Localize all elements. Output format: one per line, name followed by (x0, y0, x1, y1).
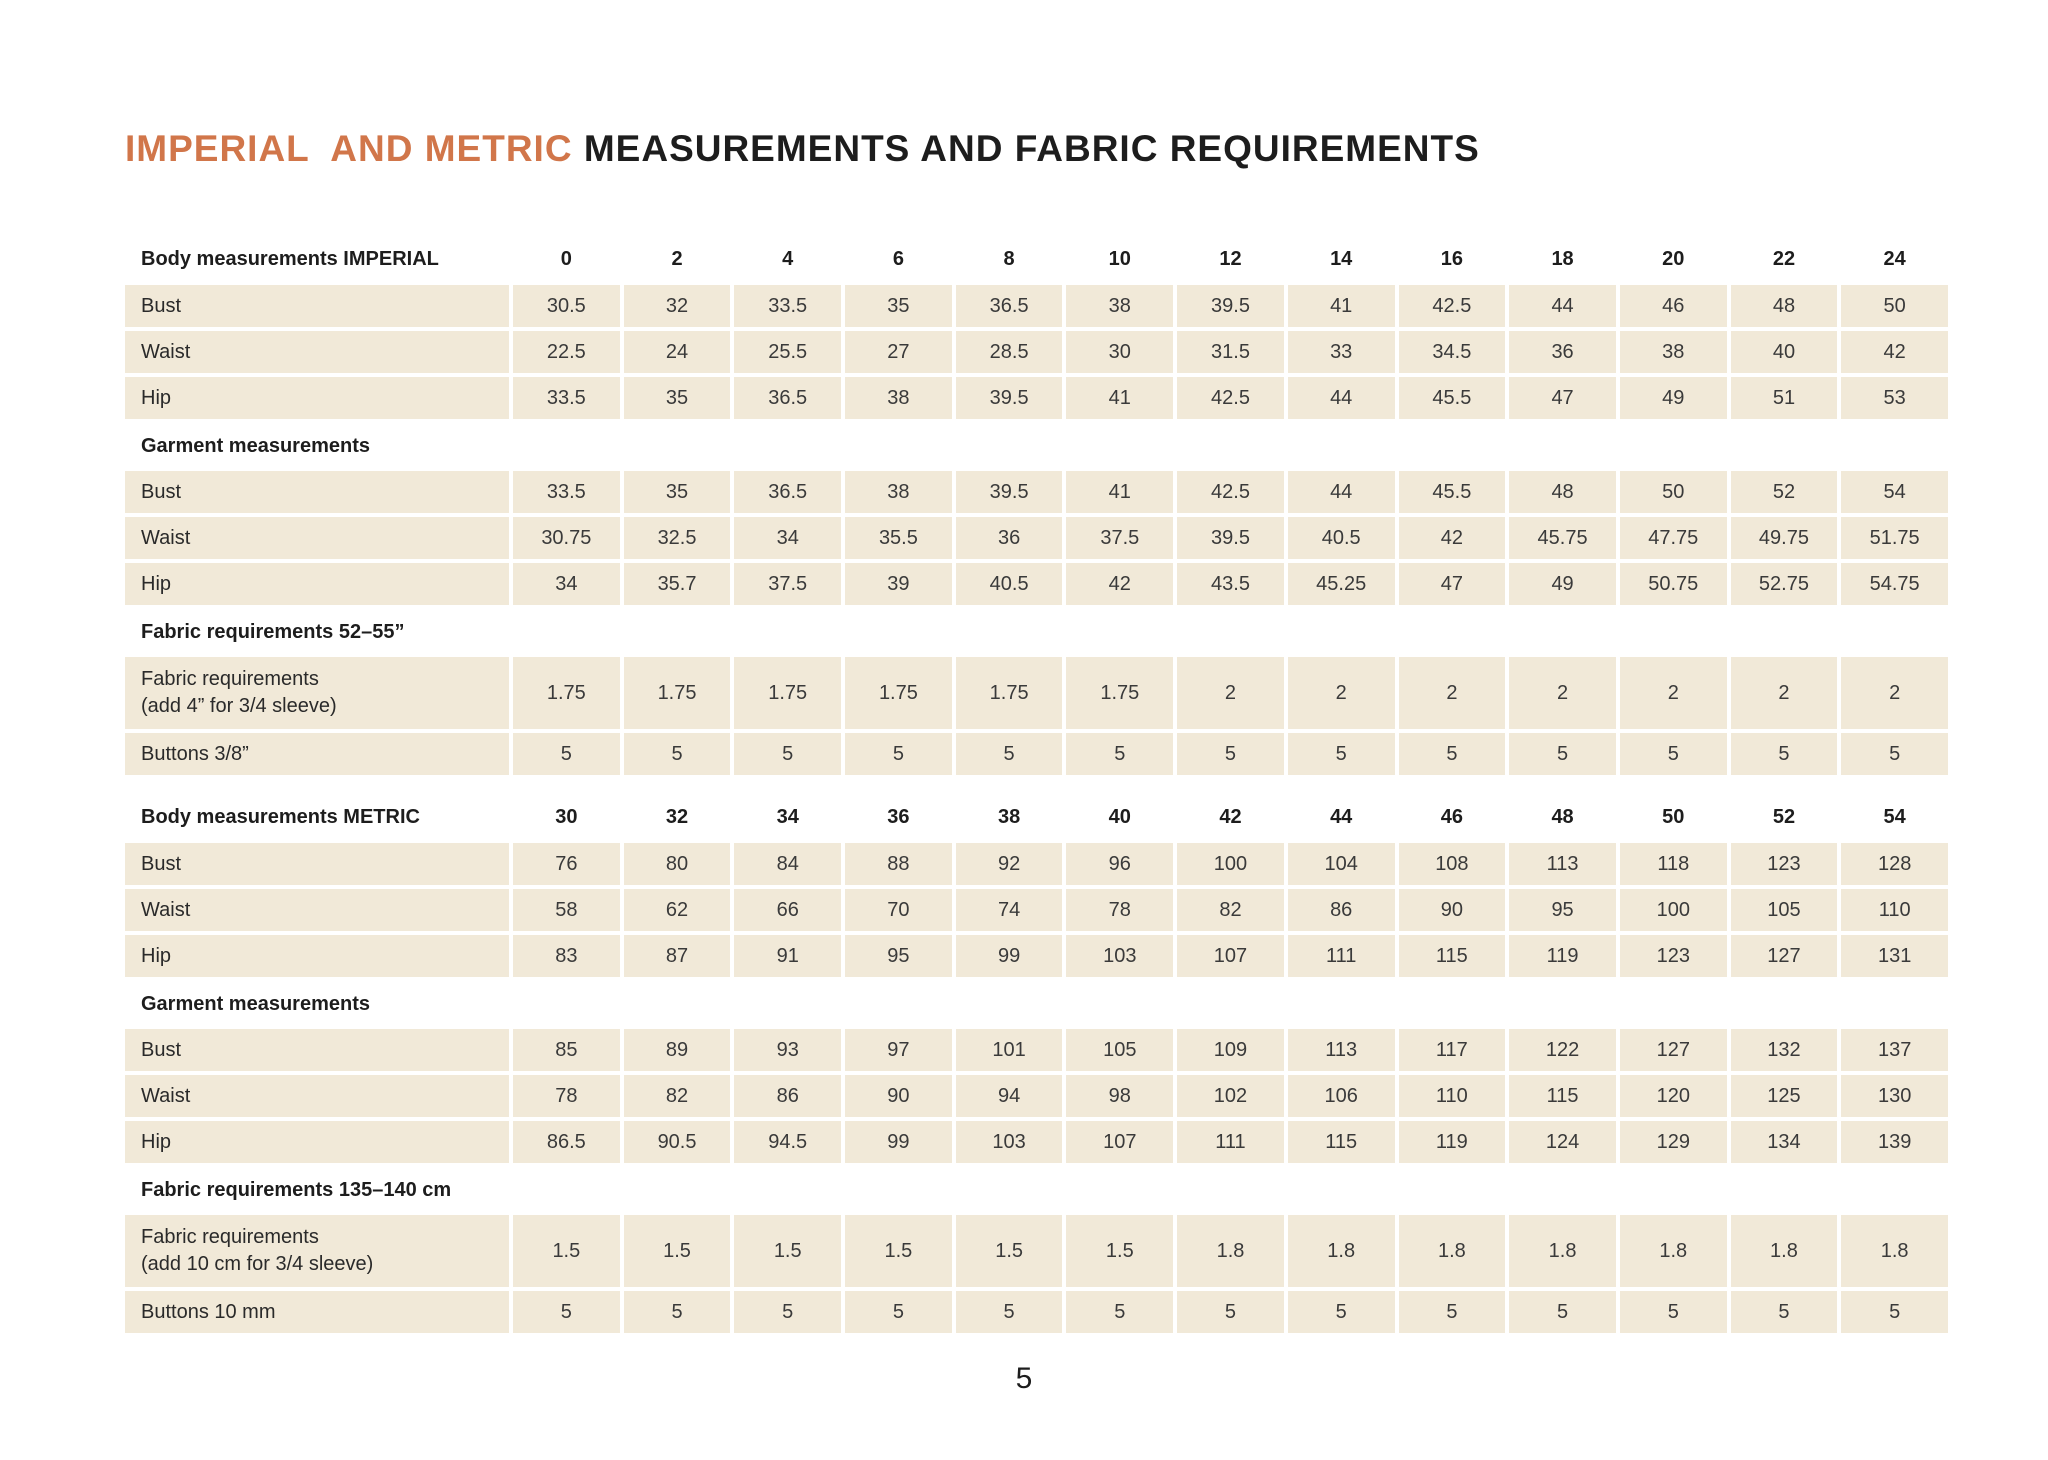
value-cell: 45.75 (1509, 517, 1616, 559)
value-cell: 1.5 (845, 1215, 952, 1287)
value-cell: 101 (956, 1029, 1063, 1071)
value-cell: 5 (513, 733, 620, 775)
value-cell: 2 (1509, 657, 1616, 729)
value-cell: 5 (1620, 733, 1727, 775)
value-cell: 74 (956, 889, 1063, 931)
value-cell: 124 (1509, 1121, 1616, 1163)
row-label-line1: Fabric requirements (141, 1226, 319, 1248)
size-cell: 8 (1003, 247, 1015, 270)
row-label: Waist (125, 1075, 509, 1117)
value-cell: 107 (1177, 935, 1284, 977)
value-cell: 40.5 (956, 563, 1063, 605)
row-label: Buttons 3/8” (125, 733, 509, 775)
value-cell: 100 (1620, 889, 1727, 931)
value-cell: 41 (1066, 471, 1173, 513)
value-cell: 44 (1509, 285, 1616, 327)
value-cell: 108 (1399, 843, 1506, 885)
value-cell: 125 (1731, 1075, 1838, 1117)
value-cell: 115 (1509, 1075, 1616, 1117)
value-cell: 85 (513, 1029, 620, 1071)
value-cell: 120 (1620, 1075, 1727, 1117)
row-label: Bust (125, 285, 509, 327)
value-cell: 39.5 (956, 471, 1063, 513)
value-cell: 50.75 (1620, 563, 1727, 605)
value-cell: 49.75 (1731, 517, 1838, 559)
value-cell: 51.75 (1841, 517, 1948, 559)
value-cell: 5 (1841, 733, 1948, 775)
value-cell: 2 (1731, 657, 1838, 729)
table-row (125, 471, 1948, 513)
value-cell: 28.5 (956, 331, 1063, 373)
value-cell: 66 (734, 889, 841, 931)
row-label: Hip (125, 935, 509, 977)
row-label: Garment measurements (141, 992, 370, 1015)
value-cell: 104 (1288, 843, 1395, 885)
page-title (125, 128, 1480, 170)
size-cell: 20 (1662, 247, 1685, 270)
value-cell: 105 (1066, 1029, 1173, 1071)
value-cell: 5 (1399, 1291, 1506, 1333)
table-row (125, 517, 1948, 559)
row-label-line2: (add 10 cm for 3/4 sleeve) (141, 1253, 374, 1275)
section-header-row (125, 1177, 1948, 1203)
value-cell: 5 (845, 1291, 952, 1333)
value-cell: 2 (1620, 657, 1727, 729)
value-cell: 5 (1177, 733, 1284, 775)
value-cell: 51 (1731, 377, 1838, 419)
value-cell: 49 (1620, 377, 1727, 419)
value-cell: 5 (1399, 733, 1506, 775)
value-cell: 2 (1177, 657, 1284, 729)
value-cell: 1.75 (624, 657, 731, 729)
table-row (125, 377, 1948, 419)
table-row (125, 285, 1948, 327)
value-cell: 25.5 (734, 331, 841, 373)
value-cell: 1.8 (1177, 1215, 1284, 1287)
value-cell: 86 (734, 1075, 841, 1117)
value-cell: 90 (1399, 889, 1506, 931)
value-cell: 40.5 (1288, 517, 1395, 559)
value-cell: 110 (1399, 1075, 1506, 1117)
value-cell: 117 (1399, 1029, 1506, 1071)
row-label: Hip (125, 1121, 509, 1163)
row-label: Hip (125, 377, 509, 419)
value-cell: 86.5 (513, 1121, 620, 1163)
table-row (125, 1291, 1948, 1333)
value-cell: 35 (624, 377, 731, 419)
value-cell: 1.5 (956, 1215, 1063, 1287)
value-cell: 99 (956, 935, 1063, 977)
section-header-row (125, 619, 1948, 645)
section-header-row (125, 433, 1948, 459)
value-cell: 103 (1066, 935, 1173, 977)
value-cell: 5 (1620, 1291, 1727, 1333)
value-cell: 111 (1288, 935, 1395, 977)
size-cell: 48 (1551, 805, 1574, 828)
value-cell: 113 (1509, 843, 1616, 885)
value-cell: 37.5 (734, 563, 841, 605)
value-cell: 38 (845, 377, 952, 419)
row-label: Fabric requirements 135–140 cm (141, 1178, 452, 1201)
size-cell: 24 (1883, 247, 1906, 270)
page-title-rest: MEASUREMENTS AND FABRIC REQUIREMENTS (572, 128, 1480, 169)
value-cell: 1.75 (845, 657, 952, 729)
value-cell: 5 (513, 1291, 620, 1333)
value-cell: 41 (1066, 377, 1173, 419)
value-cell: 45.25 (1288, 563, 1395, 605)
value-cell: 48 (1509, 471, 1616, 513)
value-cell: 127 (1731, 935, 1838, 977)
value-cell: 94.5 (734, 1121, 841, 1163)
value-cell: 31.5 (1177, 331, 1284, 373)
row-label-line1: Fabric requirements (141, 668, 319, 690)
section-header-row (125, 991, 1948, 1017)
value-cell: 30.75 (513, 517, 620, 559)
value-cell: 36 (1509, 331, 1616, 373)
value-cell: 113 (1288, 1029, 1395, 1071)
value-cell: 82 (624, 1075, 731, 1117)
value-cell: 100 (1177, 843, 1284, 885)
size-header-row (125, 803, 1948, 831)
table-row (125, 657, 1948, 729)
value-cell: 122 (1509, 1029, 1616, 1071)
size-cell: 38 (997, 805, 1021, 828)
value-cell: 5 (734, 1291, 841, 1333)
value-cell: 5 (956, 1291, 1063, 1333)
value-cell: 58 (513, 889, 620, 931)
value-cell: 94 (956, 1075, 1063, 1117)
row-label: Buttons 10 mm (125, 1291, 509, 1333)
value-cell: 5 (845, 733, 952, 775)
page-title-accent: IMPERIAL AND METRIC (125, 128, 573, 169)
value-cell: 53 (1841, 377, 1948, 419)
value-cell: 123 (1731, 843, 1838, 885)
value-cell: 35.7 (624, 563, 731, 605)
value-cell: 47.75 (1620, 517, 1727, 559)
value-cell: 39.5 (1177, 285, 1284, 327)
value-cell: 35 (624, 471, 731, 513)
value-cell: 30 (1066, 331, 1173, 373)
table-row (125, 331, 1948, 373)
value-cell: 1.8 (1288, 1215, 1395, 1287)
value-cell: 96 (1066, 843, 1173, 885)
value-cell: 40 (1731, 331, 1838, 373)
row-label: Waist (125, 517, 509, 559)
value-cell: 82 (1177, 889, 1284, 931)
value-cell: 87 (624, 935, 731, 977)
value-cell: 78 (1066, 889, 1173, 931)
value-cell: 129 (1620, 1121, 1727, 1163)
row-label: Garment measurements (141, 434, 370, 457)
value-cell: 34 (513, 563, 620, 605)
value-cell: 46 (1620, 285, 1727, 327)
value-cell: 127 (1620, 1029, 1727, 1071)
value-cell: 2 (1399, 657, 1506, 729)
value-cell: 78 (513, 1075, 620, 1117)
value-cell: 33.5 (513, 471, 620, 513)
value-cell: 45.5 (1399, 471, 1506, 513)
value-cell: 131 (1841, 935, 1948, 977)
value-cell: 5 (1177, 1291, 1284, 1333)
row-label: Waist (125, 331, 509, 373)
value-cell: 119 (1509, 935, 1616, 977)
size-cell: 12 (1219, 247, 1242, 270)
value-cell: 22.5 (513, 331, 620, 373)
value-cell: 33.5 (734, 285, 841, 327)
value-cell: 30.5 (513, 285, 620, 327)
value-cell: 92 (956, 843, 1063, 885)
size-cell: 14 (1330, 247, 1353, 270)
value-cell: 49 (1509, 563, 1616, 605)
value-cell: 1.75 (956, 657, 1063, 729)
value-cell: 1.8 (1509, 1215, 1616, 1287)
value-cell: 84 (734, 843, 841, 885)
value-cell: 1.75 (513, 657, 620, 729)
value-cell: 42.5 (1177, 471, 1284, 513)
value-cell: 89 (624, 1029, 731, 1071)
size-cell: 36 (887, 805, 910, 828)
value-cell: 5 (1288, 1291, 1395, 1333)
value-cell: 36.5 (956, 285, 1063, 327)
value-cell: 38 (845, 471, 952, 513)
row-label (125, 657, 509, 729)
value-cell: 54.75 (1841, 563, 1948, 605)
value-cell: 95 (845, 935, 952, 977)
value-cell: 41 (1288, 285, 1395, 327)
page-number: 5 (1015, 1362, 1033, 1395)
value-cell: 103 (956, 1121, 1063, 1163)
value-cell: 5 (1731, 733, 1838, 775)
row-label-line2: (add 4” for 3/4 sleeve) (141, 695, 337, 717)
table-row (125, 1075, 1948, 1117)
value-cell: 111 (1177, 1121, 1284, 1163)
size-cell: 30 (555, 805, 578, 828)
size-cell: 44 (1330, 805, 1353, 828)
value-cell: 123 (1620, 935, 1727, 977)
value-cell: 42 (1066, 563, 1173, 605)
value-cell: 34 (734, 517, 841, 559)
value-cell: 5 (1066, 733, 1173, 775)
table-row (125, 563, 1948, 605)
value-cell: 70 (845, 889, 952, 931)
table-row (125, 1029, 1948, 1071)
table-row (125, 843, 1948, 885)
value-cell: 93 (734, 1029, 841, 1071)
value-cell: 54 (1841, 471, 1948, 513)
value-cell: 5 (1509, 733, 1616, 775)
value-cell: 44 (1288, 471, 1395, 513)
value-cell: 88 (845, 843, 952, 885)
size-cell: 16 (1440, 247, 1463, 270)
table-row (125, 733, 1948, 775)
value-cell: 118 (1620, 843, 1727, 885)
value-cell: 110 (1841, 889, 1948, 931)
value-cell: 1.8 (1841, 1215, 1948, 1287)
size-cell: 32 (665, 805, 689, 828)
row-label: Bust (125, 843, 509, 885)
row-label: Bust (125, 471, 509, 513)
size-cell: 18 (1551, 247, 1574, 270)
size-cell: 6 (892, 247, 904, 270)
value-cell: 33.5 (513, 377, 620, 419)
value-cell: 86 (1288, 889, 1395, 931)
value-cell: 36 (956, 517, 1063, 559)
value-cell: 2 (1841, 657, 1948, 729)
value-cell: 134 (1731, 1121, 1838, 1163)
value-cell: 5 (624, 1291, 731, 1333)
value-cell: 139 (1841, 1121, 1948, 1163)
value-cell: 1.5 (513, 1215, 620, 1287)
value-cell: 109 (1177, 1029, 1284, 1071)
table-row (125, 935, 1948, 977)
value-cell: 2 (1288, 657, 1395, 729)
value-cell: 5 (1066, 1291, 1173, 1333)
value-cell: 47 (1399, 563, 1506, 605)
value-cell: 42.5 (1177, 377, 1284, 419)
value-cell: 36.5 (734, 471, 841, 513)
row-label: Hip (125, 563, 509, 605)
row-label: Body measurements METRIC (141, 805, 420, 828)
value-cell: 32 (624, 285, 731, 327)
value-cell: 1.8 (1731, 1215, 1838, 1287)
value-cell: 5 (624, 733, 731, 775)
size-header-row (125, 245, 1948, 273)
value-cell: 27 (845, 331, 952, 373)
value-cell: 1.5 (624, 1215, 731, 1287)
value-cell: 115 (1288, 1121, 1395, 1163)
value-cell: 5 (956, 733, 1063, 775)
value-cell: 42 (1841, 331, 1948, 373)
value-cell: 37.5 (1066, 517, 1173, 559)
value-cell: 50 (1620, 471, 1727, 513)
value-cell: 62 (624, 889, 731, 931)
value-cell: 5 (734, 733, 841, 775)
value-cell: 80 (624, 843, 731, 885)
value-cell: 5 (1288, 733, 1395, 775)
row-label: Bust (125, 1029, 509, 1071)
value-cell: 90.5 (624, 1121, 731, 1163)
value-cell: 130 (1841, 1075, 1948, 1117)
value-cell: 99 (845, 1121, 952, 1163)
table-row (125, 1121, 1948, 1163)
value-cell: 39.5 (956, 377, 1063, 419)
size-cell: 46 (1440, 805, 1463, 828)
value-cell: 47 (1509, 377, 1616, 419)
value-cell: 91 (734, 935, 841, 977)
value-cell: 43.5 (1177, 563, 1284, 605)
value-cell: 36.5 (734, 377, 841, 419)
row-label: Waist (125, 889, 509, 931)
value-cell: 1.5 (734, 1215, 841, 1287)
size-cell: 50 (1662, 805, 1685, 828)
size-cell: 2 (671, 247, 683, 270)
value-cell: 38 (1066, 285, 1173, 327)
value-cell: 42.5 (1399, 285, 1506, 327)
value-cell: 1.75 (1066, 657, 1173, 729)
value-cell: 132 (1731, 1029, 1838, 1071)
row-label: Fabric requirements 52–55” (141, 620, 405, 643)
value-cell: 76 (513, 843, 620, 885)
value-cell: 1.8 (1399, 1215, 1506, 1287)
size-cell: 40 (1108, 805, 1131, 828)
value-cell: 105 (1731, 889, 1838, 931)
size-cell: 34 (776, 805, 799, 828)
value-cell: 52.75 (1731, 563, 1838, 605)
value-cell: 39 (845, 563, 952, 605)
value-cell: 5 (1841, 1291, 1948, 1333)
size-cell: 42 (1219, 805, 1242, 828)
value-cell: 32.5 (624, 517, 731, 559)
value-cell: 24 (624, 331, 731, 373)
value-cell: 97 (845, 1029, 952, 1071)
value-cell: 90 (845, 1075, 952, 1117)
table-row (125, 1215, 1948, 1287)
value-cell: 106 (1288, 1075, 1395, 1117)
value-cell: 95 (1509, 889, 1616, 931)
value-cell: 102 (1177, 1075, 1284, 1117)
size-cell: 4 (782, 247, 794, 270)
value-cell: 137 (1841, 1029, 1948, 1071)
size-cell: 52 (1772, 805, 1796, 828)
size-cell: 54 (1883, 805, 1906, 828)
size-cell: 0 (560, 247, 572, 270)
size-cell: 22 (1772, 247, 1796, 270)
value-cell: 34.5 (1399, 331, 1506, 373)
measurement-table (125, 245, 1948, 1337)
value-cell: 39.5 (1177, 517, 1284, 559)
size-cell: 10 (1108, 247, 1131, 270)
row-label: Body measurements IMPERIAL (141, 247, 439, 270)
value-cell: 48 (1731, 285, 1838, 327)
value-cell: 98 (1066, 1075, 1173, 1117)
value-cell: 83 (513, 935, 620, 977)
value-cell: 35.5 (845, 517, 952, 559)
value-cell: 119 (1399, 1121, 1506, 1163)
value-cell: 128 (1841, 843, 1948, 885)
value-cell: 44 (1288, 377, 1395, 419)
value-cell: 33 (1288, 331, 1395, 373)
value-cell: 1.75 (734, 657, 841, 729)
value-cell: 52 (1731, 471, 1838, 513)
value-cell: 42 (1399, 517, 1506, 559)
value-cell: 107 (1066, 1121, 1173, 1163)
value-cell: 35 (845, 285, 952, 327)
value-cell: 115 (1399, 935, 1506, 977)
table-row (125, 889, 1948, 931)
value-cell: 1.5 (1066, 1215, 1173, 1287)
value-cell: 50 (1841, 285, 1948, 327)
value-cell: 5 (1731, 1291, 1838, 1333)
value-cell: 5 (1509, 1291, 1616, 1333)
row-label (125, 1215, 509, 1287)
value-cell: 45.5 (1399, 377, 1506, 419)
value-cell: 1.8 (1620, 1215, 1727, 1287)
value-cell: 38 (1620, 331, 1727, 373)
